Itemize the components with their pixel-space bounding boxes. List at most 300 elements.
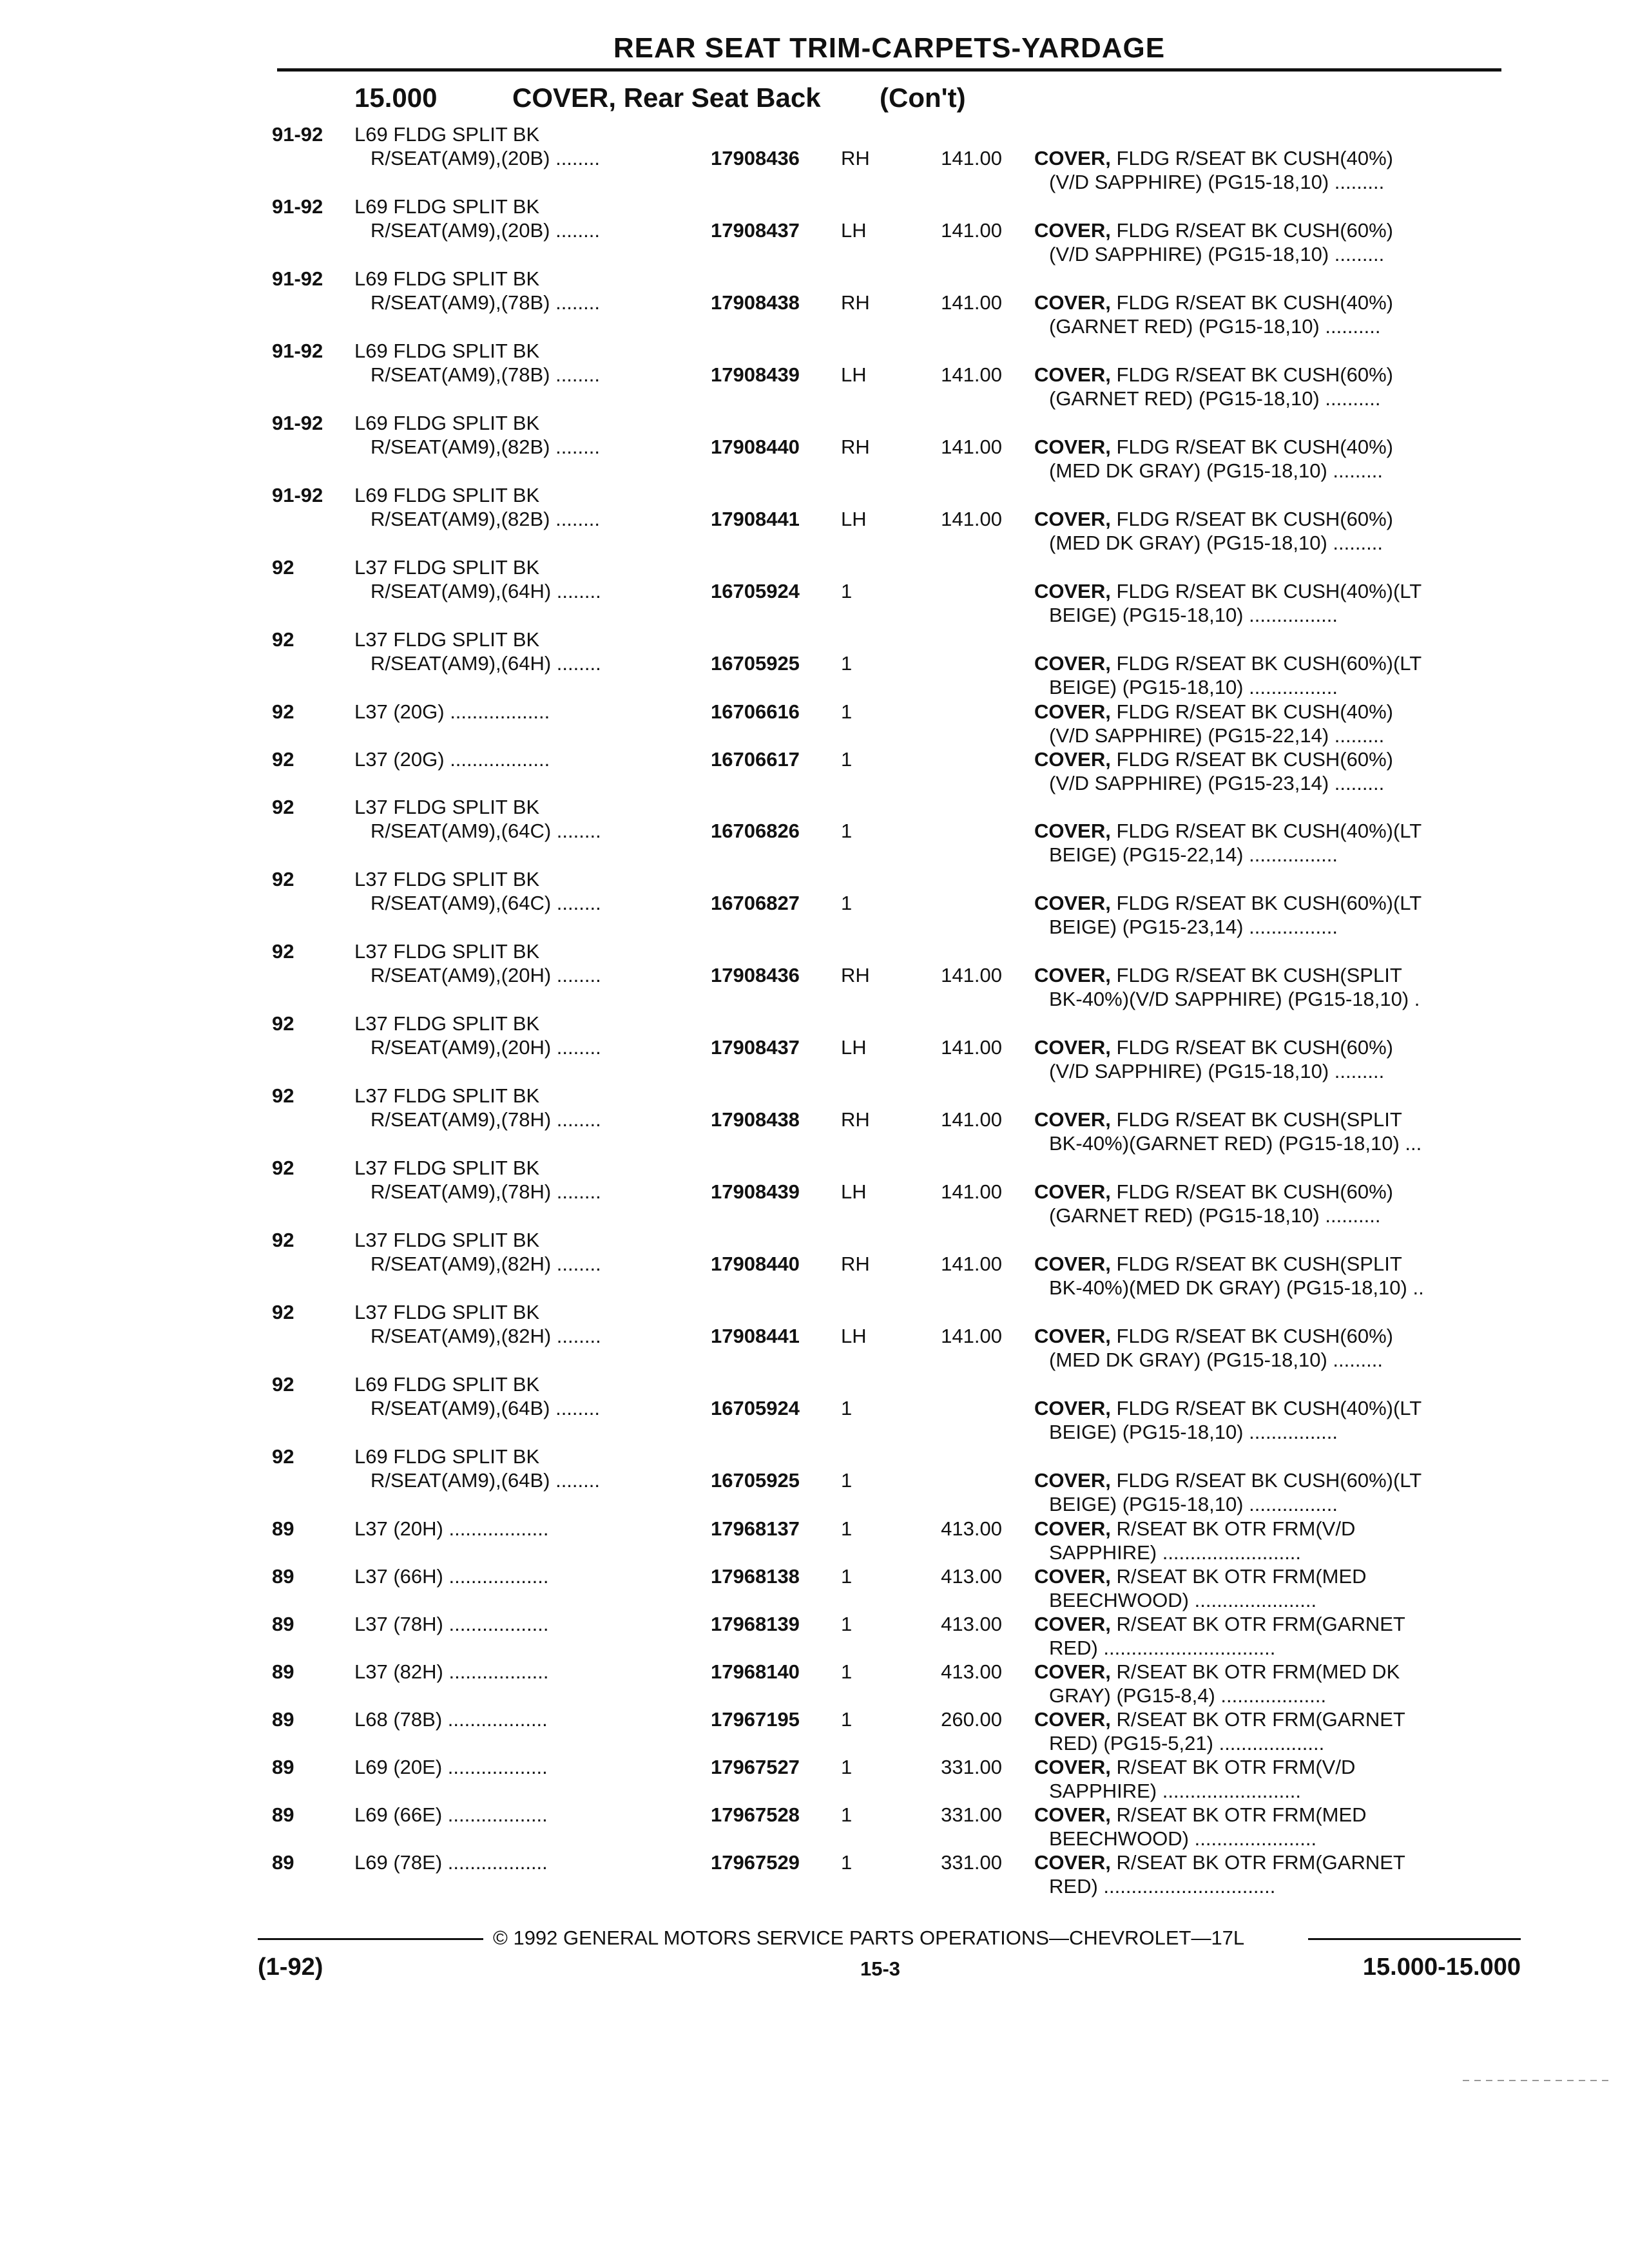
part-name-keyword: COVER,: [1034, 1180, 1111, 1203]
quantity: RH: [841, 964, 870, 986]
item-description-cont: R/SEAT(AM9),(20H) ........: [371, 1036, 601, 1059]
quantity: RH: [841, 1253, 870, 1275]
quantity: 1: [841, 820, 853, 842]
part-name: [1034, 1324, 1393, 1348]
part-name: [1034, 700, 1393, 724]
part-name-keyword: COVER,: [1034, 1803, 1111, 1826]
item-description: L37 FLDG SPLIT BK: [354, 628, 540, 651]
part-name-text: R/SEAT BK OTR FRM(MED: [1110, 1803, 1367, 1826]
parts-list-entry: [271, 628, 1514, 700]
parts-list-entry: [271, 555, 1514, 628]
part-name-cont: SAPPHIRE) .........................: [1049, 1541, 1302, 1564]
model-year: 92: [272, 1229, 294, 1251]
parts-list-entry: [271, 122, 1514, 195]
parts-list-entry: [271, 1850, 1514, 1898]
part-name-text: FLDG R/SEAT BK CUSH(40%): [1110, 291, 1393, 314]
item-description: L37 FLDG SPLIT BK: [354, 868, 540, 890]
item-description-cont: R/SEAT(AM9),(82H) ........: [371, 1253, 601, 1275]
item-description: L69 FLDG SPLIT BK: [354, 195, 540, 218]
part-name: [1034, 1108, 1402, 1131]
part-name-keyword: COVER,: [1034, 1253, 1111, 1275]
item-description: L37 (20G) ..................: [354, 700, 550, 723]
part-name: [1034, 1252, 1402, 1276]
part-number: 17908440: [711, 436, 800, 458]
quantity: 1: [841, 1613, 853, 1635]
footer-rule-left: [258, 1938, 483, 1940]
part-name-cont: (MED DK GRAY) (PG15-18,10) .........: [1049, 1349, 1383, 1371]
part-name-cont: BEECHWOOD) ......................: [1049, 1589, 1317, 1611]
model-year: 92: [272, 1445, 294, 1468]
part-name-text: R/SEAT BK OTR FRM(GARNET: [1110, 1613, 1405, 1635]
part-number: 17908438: [711, 291, 800, 314]
quantity: LH: [841, 1036, 867, 1059]
part-name: [1034, 146, 1393, 170]
quantity: 1: [841, 1397, 853, 1419]
parts-list-entry: [271, 1755, 1514, 1803]
item-description: L69 FLDG SPLIT BK: [354, 484, 540, 506]
part-name-keyword: COVER,: [1034, 363, 1111, 386]
part-name-text: FLDG R/SEAT BK CUSH(60%)(LT: [1110, 892, 1422, 914]
part-name-text: FLDG R/SEAT BK CUSH(40%)(LT: [1110, 1397, 1422, 1419]
part-name: [1034, 651, 1422, 675]
part-name-cont: GRAY) (PG15-8,4) ...................: [1049, 1684, 1327, 1707]
parts-list: [271, 122, 1514, 1898]
parts-list-entry: [271, 1660, 1514, 1707]
model-year: 92: [272, 1157, 294, 1179]
part-name-text: FLDG R/SEAT BK CUSH(60%)(LT: [1110, 652, 1422, 675]
part-name-text: FLDG R/SEAT BK CUSH(60%): [1110, 508, 1393, 530]
copyright-notice: © 1992 GENERAL MOTORS SERVICE PARTS OPERATIONS—CHEVROLET—17L: [493, 1927, 1245, 1949]
quantity: 1: [841, 580, 853, 602]
part-name-keyword: COVER,: [1034, 1613, 1111, 1635]
part-name-keyword: COVER,: [1034, 147, 1111, 169]
quantity: 1: [841, 652, 853, 675]
price: 141.00: [941, 1108, 1002, 1131]
part-name: [1034, 507, 1393, 531]
part-name-keyword: COVER,: [1034, 291, 1111, 314]
part-number: 17968137: [711, 1517, 800, 1540]
parts-list-entry: [271, 1300, 1514, 1372]
price: 413.00: [941, 1660, 1002, 1683]
item-description: L37 (82H) ..................: [354, 1660, 549, 1683]
part-name-keyword: COVER,: [1034, 436, 1111, 458]
item-description-cont: R/SEAT(AM9),(64C) ........: [371, 892, 601, 914]
part-name-cont: (GARNET RED) (PG15-18,10) ..........: [1049, 387, 1381, 410]
item-description-cont: R/SEAT(AM9),(64C) ........: [371, 820, 601, 842]
parts-list-entry: [271, 411, 1514, 483]
part-name-keyword: COVER,: [1034, 1660, 1111, 1683]
model-year: 89: [272, 1803, 294, 1826]
item-description: L37 (66H) ..................: [354, 1565, 549, 1588]
part-name-cont: (V/D SAPPHIRE) (PG15-22,14) .........: [1049, 724, 1385, 747]
part-name-text: FLDG R/SEAT BK CUSH(SPLIT: [1110, 1253, 1402, 1275]
price: 141.00: [941, 363, 1002, 386]
part-name-cont: (GARNET RED) (PG15-18,10) ..........: [1049, 1204, 1381, 1227]
price: 141.00: [941, 508, 1002, 530]
item-description-cont: R/SEAT(AM9),(64B) ........: [371, 1397, 600, 1419]
parts-list-entry: [271, 1372, 1514, 1445]
price: 141.00: [941, 219, 1002, 242]
item-description: L37 FLDG SPLIT BK: [354, 1301, 540, 1323]
part-name-keyword: COVER,: [1034, 219, 1111, 242]
part-number: 16706617: [711, 748, 800, 771]
part-name-text: FLDG R/SEAT BK CUSH(SPLIT: [1110, 964, 1402, 986]
part-name-keyword: COVER,: [1034, 580, 1111, 602]
item-description-cont: R/SEAT(AM9),(78H) ........: [371, 1180, 601, 1203]
model-year: 92: [272, 556, 294, 579]
page-number: 15-3: [860, 1957, 901, 1980]
part-name-keyword: COVER,: [1034, 700, 1111, 723]
part-name-cont: BEIGE) (PG15-18,10) ................: [1049, 1421, 1338, 1443]
part-name-keyword: COVER,: [1034, 820, 1111, 842]
part-name-cont: SAPPHIRE) .........................: [1049, 1780, 1302, 1802]
quantity: 1: [841, 1708, 853, 1731]
part-name-keyword: COVER,: [1034, 1708, 1111, 1731]
part-name-cont: BEIGE) (PG15-23,14) ................: [1049, 916, 1338, 938]
parts-list-entry: [271, 939, 1514, 1012]
model-year: 92: [272, 868, 294, 890]
part-name-cont: RED) (PG15-5,21) ...................: [1049, 1732, 1325, 1754]
parts-list-entry: [271, 1707, 1514, 1755]
item-description: L69 (66E) ..................: [354, 1803, 548, 1826]
price: 141.00: [941, 147, 1002, 169]
part-number: 17908441: [711, 1325, 800, 1347]
parts-list-entry: [271, 700, 1514, 747]
item-description: L37 FLDG SPLIT BK: [354, 556, 540, 579]
part-name: [1034, 1707, 1405, 1731]
part-name-cont: (V/D SAPPHIRE) (PG15-23,14) .........: [1049, 772, 1385, 794]
part-name-cont: BK-40%)(V/D SAPPHIRE) (PG15-18,10) .: [1049, 988, 1420, 1010]
part-name-keyword: COVER,: [1034, 892, 1111, 914]
part-name-text: R/SEAT BK OTR FRM(MED: [1110, 1565, 1367, 1588]
part-name: [1034, 1035, 1393, 1059]
price: 413.00: [941, 1613, 1002, 1635]
part-name-cont: BEIGE) (PG15-18,10) ................: [1049, 676, 1338, 698]
part-name-cont: RED) ...............................: [1049, 1637, 1276, 1659]
part-name: [1034, 435, 1393, 459]
item-description-cont: R/SEAT(AM9),(82B) ........: [371, 508, 600, 530]
model-year: 92: [272, 700, 294, 723]
part-name-text: R/SEAT BK OTR FRM(V/D: [1110, 1517, 1356, 1540]
part-number: 17967527: [711, 1756, 800, 1778]
part-number: 16705925: [711, 652, 800, 675]
parts-list-entry: [271, 339, 1514, 411]
item-description-cont: R/SEAT(AM9),(78B) ........: [371, 363, 600, 386]
part-name-keyword: COVER,: [1034, 1517, 1111, 1540]
item-description-cont: R/SEAT(AM9),(82B) ........: [371, 436, 600, 458]
section-number: 15.000: [354, 82, 438, 113]
header-rule: [277, 68, 1501, 72]
part-name-text: FLDG R/SEAT BK CUSH(SPLIT: [1110, 1108, 1402, 1131]
scan-artifact: [1463, 2080, 1611, 2081]
price: 331.00: [941, 1756, 1002, 1778]
part-name-text: FLDG R/SEAT BK CUSH(60%): [1110, 219, 1393, 242]
part-number: 17908436: [711, 147, 800, 169]
item-description: L69 (20E) ..................: [354, 1756, 548, 1778]
model-year: 92: [272, 628, 294, 651]
part-name-text: FLDG R/SEAT BK CUSH(60%): [1110, 1325, 1393, 1347]
item-description: L37 (20H) ..................: [354, 1517, 549, 1540]
price: 413.00: [941, 1565, 1002, 1588]
item-description: L69 (78E) ..................: [354, 1851, 548, 1874]
item-description: L37 FLDG SPLIT BK: [354, 940, 540, 963]
part-number: 16705925: [711, 1469, 800, 1492]
parts-list-entry: [271, 1564, 1514, 1612]
part-name-cont: RED) ...............................: [1049, 1875, 1276, 1898]
part-name-cont: BEECHWOOD) ......................: [1049, 1827, 1317, 1850]
part-name: [1034, 1660, 1400, 1684]
price: 141.00: [941, 1325, 1002, 1347]
quantity: RH: [841, 1108, 870, 1131]
model-year: 92: [272, 1301, 294, 1323]
part-name: [1034, 1396, 1422, 1420]
part-name-cont: (MED DK GRAY) (PG15-18,10) .........: [1049, 532, 1383, 554]
part-name-keyword: COVER,: [1034, 1036, 1111, 1059]
part-number: 16705924: [711, 1397, 800, 1419]
item-description: L69 FLDG SPLIT BK: [354, 1373, 540, 1396]
part-number: 17967528: [711, 1803, 800, 1826]
part-name-text: R/SEAT BK OTR FRM(V/D: [1110, 1756, 1356, 1778]
model-year: 92: [272, 1373, 294, 1396]
parts-list-entry: [271, 1156, 1514, 1228]
price: 141.00: [941, 1253, 1002, 1275]
part-name-keyword: COVER,: [1034, 652, 1111, 675]
model-year: 91-92: [272, 123, 323, 146]
part-name-text: FLDG R/SEAT BK CUSH(40%)(LT: [1110, 820, 1422, 842]
part-number: 17908437: [711, 1036, 800, 1059]
item-description: L69 FLDG SPLIT BK: [354, 1445, 540, 1468]
item-description: L37 FLDG SPLIT BK: [354, 1012, 540, 1035]
price: 141.00: [941, 436, 1002, 458]
part-name-cont: (MED DK GRAY) (PG15-18,10) .........: [1049, 459, 1383, 482]
part-name-cont: (V/D SAPPHIRE) (PG15-18,10) .........: [1049, 1060, 1385, 1082]
part-number: 16706827: [711, 892, 800, 914]
part-name-cont: (V/D SAPPHIRE) (PG15-18,10) .........: [1049, 243, 1385, 265]
part-name-keyword: COVER,: [1034, 1756, 1111, 1778]
parts-list-entry: [271, 267, 1514, 339]
part-number: 17967529: [711, 1851, 800, 1874]
item-description: L69 FLDG SPLIT BK: [354, 340, 540, 362]
part-name-text: FLDG R/SEAT BK CUSH(40%)(LT: [1110, 580, 1422, 602]
item-description-cont: R/SEAT(AM9),(78H) ........: [371, 1108, 601, 1131]
model-year: 91-92: [272, 484, 323, 506]
part-number: 17908436: [711, 964, 800, 986]
quantity: LH: [841, 219, 867, 242]
section-range: 15.000-15.000: [1362, 1954, 1521, 1981]
price: 141.00: [941, 1180, 1002, 1203]
part-name-keyword: COVER,: [1034, 748, 1111, 771]
quantity: 1: [841, 1517, 853, 1540]
part-number: 17908437: [711, 219, 800, 242]
part-name: [1034, 1850, 1405, 1874]
part-name-text: FLDG R/SEAT BK CUSH(60%): [1110, 1036, 1393, 1059]
price: 331.00: [941, 1851, 1002, 1874]
quantity: 1: [841, 1803, 853, 1826]
part-number: 17908440: [711, 1253, 800, 1275]
parts-list-entry: [271, 867, 1514, 939]
price: 413.00: [941, 1517, 1002, 1540]
revision-date: (1-92): [258, 1954, 323, 1981]
page-footer: [258, 1927, 1521, 1997]
item-description: L37 (78H) ..................: [354, 1613, 549, 1635]
model-year: 91-92: [272, 267, 323, 290]
quantity: 1: [841, 892, 853, 914]
section-title: COVER, Rear Seat Back: [512, 82, 821, 113]
part-name-cont: (V/D SAPPHIRE) (PG15-18,10) .........: [1049, 171, 1385, 193]
quantity: 1: [841, 1660, 853, 1683]
item-description-cont: R/SEAT(AM9),(78B) ........: [371, 291, 600, 314]
part-name-text: FLDG R/SEAT BK CUSH(60%): [1110, 1180, 1393, 1203]
parts-list-entry: [271, 195, 1514, 267]
part-name: [1034, 1755, 1355, 1779]
model-year: 89: [272, 1708, 294, 1731]
parts-list-entry: [271, 1445, 1514, 1517]
part-name: [1034, 747, 1393, 771]
parts-list-entry: [271, 483, 1514, 555]
quantity: 1: [841, 748, 853, 771]
item-description: L37 FLDG SPLIT BK: [354, 796, 540, 818]
part-name-cont: BEIGE) (PG15-18,10) ................: [1049, 604, 1338, 626]
part-name-keyword: COVER,: [1034, 1325, 1111, 1347]
item-description: L69 FLDG SPLIT BK: [354, 412, 540, 434]
model-year: 92: [272, 1012, 294, 1035]
price: 331.00: [941, 1803, 1002, 1826]
part-number: 17908441: [711, 508, 800, 530]
quantity: 1: [841, 1851, 853, 1874]
parts-list-entry: [271, 1612, 1514, 1660]
item-description: L69 FLDG SPLIT BK: [354, 123, 540, 146]
parts-list-entry: [271, 1012, 1514, 1084]
model-year: 89: [272, 1851, 294, 1874]
part-name-cont: BK-40%)(MED DK GRAY) (PG15-18,10) ..: [1049, 1276, 1424, 1299]
model-year: 92: [272, 796, 294, 818]
model-year: 89: [272, 1565, 294, 1588]
footer-rule-right: [1308, 1938, 1521, 1940]
model-year: 89: [272, 1613, 294, 1635]
model-year: 92: [272, 1084, 294, 1107]
item-description-cont: R/SEAT(AM9),(64H) ........: [371, 652, 601, 675]
quantity: LH: [841, 1325, 867, 1347]
quantity: RH: [841, 147, 870, 169]
price: 141.00: [941, 291, 1002, 314]
part-name: [1034, 1517, 1355, 1541]
part-name-keyword: COVER,: [1034, 1565, 1111, 1588]
part-number: 17968139: [711, 1613, 800, 1635]
quantity: RH: [841, 436, 870, 458]
price: 141.00: [941, 964, 1002, 986]
model-year: 91-92: [272, 195, 323, 218]
item-description-cont: R/SEAT(AM9),(82H) ........: [371, 1325, 601, 1347]
part-name-cont: (GARNET RED) (PG15-18,10) ..........: [1049, 315, 1381, 338]
part-number: 17968138: [711, 1565, 800, 1588]
model-year: 89: [272, 1517, 294, 1540]
item-description-cont: R/SEAT(AM9),(64B) ........: [371, 1469, 600, 1492]
part-name-text: FLDG R/SEAT BK CUSH(60%): [1110, 748, 1393, 771]
item-description-cont: R/SEAT(AM9),(20B) ........: [371, 147, 600, 169]
item-description-cont: R/SEAT(AM9),(64H) ........: [371, 580, 601, 602]
parts-list-entry: [271, 1803, 1514, 1850]
part-name: [1034, 1180, 1393, 1204]
parts-list-entry: [271, 1084, 1514, 1156]
part-number: 16706826: [711, 820, 800, 842]
quantity: 1: [841, 700, 853, 723]
quantity: RH: [841, 291, 870, 314]
part-name-keyword: COVER,: [1034, 508, 1111, 530]
part-name-text: FLDG R/SEAT BK CUSH(40%): [1110, 147, 1393, 169]
item-description: L69 FLDG SPLIT BK: [354, 267, 540, 290]
part-name-text: R/SEAT BK OTR FRM(GARNET: [1110, 1708, 1405, 1731]
quantity: LH: [841, 508, 867, 530]
part-name: [1034, 363, 1393, 387]
part-name: [1034, 1468, 1422, 1492]
quantity: 1: [841, 1565, 853, 1588]
quantity: LH: [841, 363, 867, 386]
page-title: REAR SEAT TRIM-CARPETS-YARDAGE: [613, 32, 1166, 64]
model-year: 91-92: [272, 340, 323, 362]
model-year: 91-92: [272, 412, 323, 434]
part-name-keyword: COVER,: [1034, 1108, 1111, 1131]
section-continued: (Con't): [880, 82, 966, 113]
part-name: [1034, 891, 1422, 915]
model-year: 89: [272, 1756, 294, 1778]
item-description: L37 FLDG SPLIT BK: [354, 1229, 540, 1251]
parts-list-entry: [271, 747, 1514, 795]
part-name-text: FLDG R/SEAT BK CUSH(40%): [1110, 700, 1393, 723]
part-name: [1034, 579, 1422, 603]
part-name-cont: BK-40%)(GARNET RED) (PG15-18,10) ...: [1049, 1132, 1422, 1155]
model-year: 92: [272, 940, 294, 963]
item-description: L68 (78B) ..................: [354, 1708, 548, 1731]
part-name: [1034, 1564, 1367, 1588]
quantity: 1: [841, 1469, 853, 1492]
part-name: [1034, 963, 1402, 987]
parts-list-entry: [271, 795, 1514, 867]
model-year: 89: [272, 1660, 294, 1683]
part-name-text: FLDG R/SEAT BK CUSH(40%): [1110, 436, 1393, 458]
part-name: [1034, 819, 1422, 843]
part-name-text: R/SEAT BK OTR FRM(MED DK: [1110, 1660, 1400, 1683]
quantity: LH: [841, 1180, 867, 1203]
part-number: 17968140: [711, 1660, 800, 1683]
part-name: [1034, 1803, 1367, 1827]
part-name-cont: BEIGE) (PG15-18,10) ................: [1049, 1493, 1338, 1515]
item-description: L37 FLDG SPLIT BK: [354, 1084, 540, 1107]
parts-list-entry: [271, 1517, 1514, 1564]
price: 141.00: [941, 1036, 1002, 1059]
part-name: [1034, 218, 1393, 242]
part-name-keyword: COVER,: [1034, 1397, 1111, 1419]
part-number: 16706616: [711, 700, 800, 723]
price: 260.00: [941, 1708, 1002, 1731]
part-number: 16705924: [711, 580, 800, 602]
part-number: 17908439: [711, 363, 800, 386]
item-description-cont: R/SEAT(AM9),(20H) ........: [371, 964, 601, 986]
item-description: L37 FLDG SPLIT BK: [354, 1157, 540, 1179]
part-name-text: FLDG R/SEAT BK CUSH(60%)(LT: [1110, 1469, 1422, 1492]
part-number: 17967195: [711, 1708, 800, 1731]
part-name: [1034, 1612, 1405, 1636]
part-name-keyword: COVER,: [1034, 1851, 1111, 1874]
model-year: 92: [272, 748, 294, 771]
part-name: [1034, 291, 1393, 314]
item-description-cont: R/SEAT(AM9),(20B) ........: [371, 219, 600, 242]
part-name-text: R/SEAT BK OTR FRM(GARNET: [1110, 1851, 1405, 1874]
part-number: 17908438: [711, 1108, 800, 1131]
part-name-keyword: COVER,: [1034, 964, 1111, 986]
parts-list-entry: [271, 1228, 1514, 1300]
part-name-cont: BEIGE) (PG15-22,14) ................: [1049, 843, 1338, 866]
item-description: L37 (20G) ..................: [354, 748, 550, 771]
